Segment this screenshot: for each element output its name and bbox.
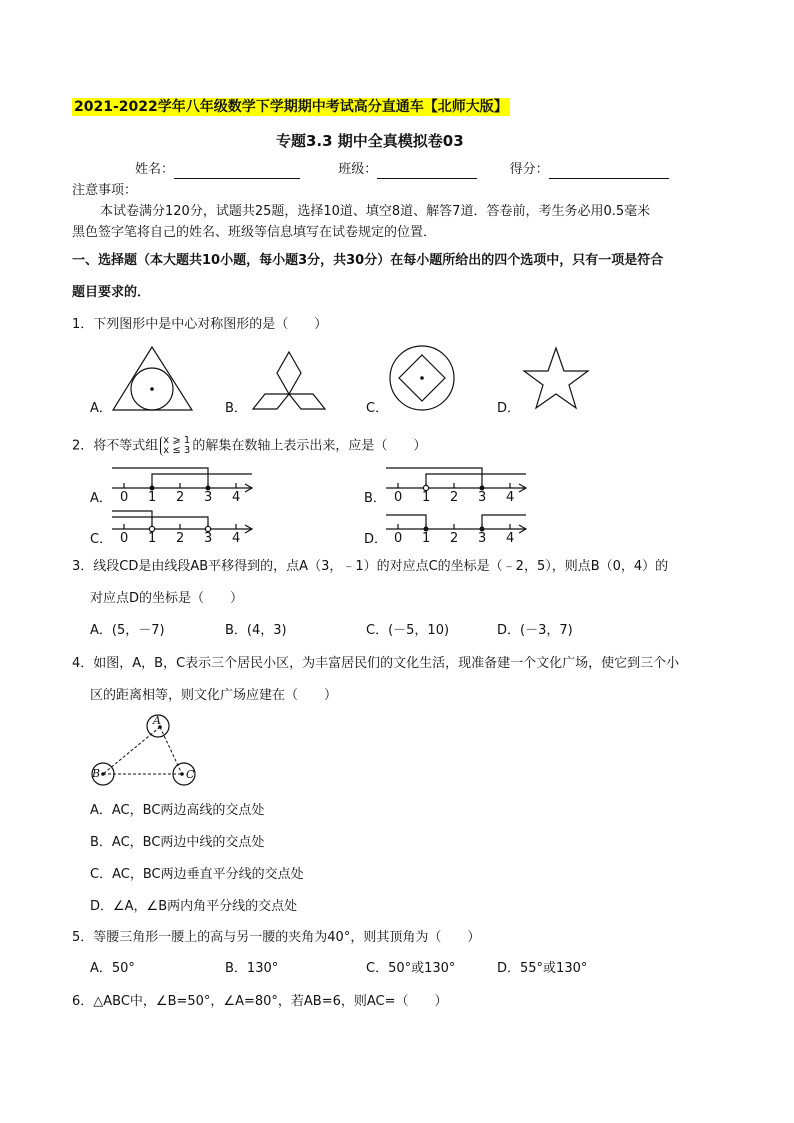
rhombus-top [277,352,301,394]
tick-label: 0 [120,490,129,505]
rhombus-right [289,394,325,409]
q1-option-d[interactable]: D． [497,401,521,416]
point-b [101,772,105,776]
star-shape [524,348,588,408]
q3-option-a[interactable]: A．(5，－7) [90,623,165,638]
tick-label: 1 [422,531,431,546]
tick-label: 4 [506,490,515,505]
tick-label: 2 [450,490,459,505]
q4-option-b[interactable]: B．AC，BC两边中线的交点处 [90,835,265,850]
ticks [398,524,510,529]
tick-label: 4 [232,490,241,505]
q1-option-c[interactable]: C． [366,401,389,416]
class-label: 班级： [338,162,378,177]
q1-figure-c [388,343,458,413]
ray-x-le-3 [386,468,482,488]
q3-stem: 3．线段CD是由线段AB平移得到的，点A（3，﹣1）的对应点C的坐标是（﹣2，5），则点B（0，4）的 [72,559,669,574]
q2-option-a[interactable]: A． [90,491,112,506]
inequality-2: x ≤ 3 [163,445,191,456]
tick-label: 3 [478,531,487,546]
q4-figure [88,713,208,793]
tick-label: 3 [204,531,213,546]
info-line [135,161,669,179]
q2-stem [72,436,426,456]
q4-option-d[interactable]: D．∠A，∠B两内角平分线的交点处 [90,899,298,914]
q5-option-a[interactable]: A．50° [90,961,135,976]
q1-option-a[interactable]: A． [90,401,112,416]
tick-label: 2 [450,531,459,546]
header-banner [72,96,510,116]
rhombus-left [253,394,289,409]
q3-option-c[interactable]: C．(－5，10) [366,623,450,638]
label-c: C [186,768,195,781]
q3-option-b[interactable]: B．(4，3) [225,623,287,638]
inequality-system [160,436,190,456]
tick-label: 4 [232,531,241,546]
ray-x-lt-3 [112,517,208,529]
segment-ac [160,727,182,774]
ray-x-ge-1 [152,474,252,488]
q4-option-a[interactable]: A．AC，BC两边高线的交点处 [90,803,265,818]
name-label: 姓名： [135,162,175,177]
label-b: B [92,767,101,780]
q2-stem-suffix: 的解集在数轴上表示出来，应是（ ） [192,438,427,454]
q2-option-d[interactable]: D． [364,532,388,547]
q4-stem-cont: 区的距离相等，则文化广场应建在（ ） [90,688,338,703]
q3-option-d[interactable]: D．(－3，7) [497,623,573,638]
ticks [124,524,236,529]
tick-label: 0 [120,531,129,546]
q2-option-b[interactable]: B． [364,491,386,506]
tick-label: 1 [422,490,431,505]
ticks [124,483,236,488]
segment-ab [103,727,160,774]
section-heading: 一、选择题（本大题共10小题，每小题3分，共30分）在每小题所给出的四个选项中，只有一项是符合 [72,253,664,268]
q1-stem: 1．下列图形中是中心对称图形的是（ ） [72,317,328,332]
notice-heading: 注意事项： [72,183,138,198]
name-field[interactable] [174,164,300,179]
q2-stem-prefix: 2．将不等式组 [72,438,159,454]
q1-figure-b [247,349,332,411]
tick-label: 4 [506,531,515,546]
ray-x-lt-1 [112,511,152,529]
q5-option-c[interactable]: C．50°或130° [366,961,456,976]
q3-stem-cont: 对应点D的坐标是（ ） [90,591,244,606]
q1-option-b[interactable]: B． [225,401,247,416]
ticks [398,483,510,488]
tick-label: 2 [176,531,185,546]
q4-option-c[interactable]: C．AC，BC两边垂直平分线的交点处 [90,867,304,882]
center-dot [420,376,424,380]
ray-x-gt-1 [426,474,526,488]
class-field[interactable] [377,164,477,179]
page-title: 专题3.3 期中全真模拟卷03 [276,132,464,150]
tick-label: 1 [148,531,157,546]
q1-figure-d [521,346,591,410]
score-field[interactable] [549,164,669,179]
score-label: 得分： [509,162,549,177]
tick-label: 0 [394,490,403,505]
point-c [180,772,184,776]
center-dot [150,387,154,391]
triangle-shape [113,347,192,410]
tick-label: 3 [204,490,213,505]
section-heading-cont: 题目要求的． [72,285,151,300]
notice-line-1: 本试卷满分120分，试题共25题，选择10道、填空8道、解答7道．答卷前，考生务必用0.5毫米 [100,204,651,219]
q2-option-c[interactable]: C． [90,532,113,547]
ray-x-ge-3 [482,515,526,529]
banner-text: 2021-2022学年八年级数学下学期期中考试高分直通车【北师大版】 [74,99,508,115]
tick-label: 0 [394,531,403,546]
tick-label: 2 [176,490,185,505]
ray-x-le-1 [386,515,426,529]
q4-stem: 4．如图，A，B，C表示三个居民小区，为丰富居民们的文化生活，现准备建一个文化广场，使它到三个小 [72,656,680,671]
q6-stem: 6．△ABC中，∠B=50°，∠A=80°，若AB=6，则AC=（ ） [72,994,448,1009]
inequality-1: x ⩾ 1 [163,435,191,446]
q5-option-b[interactable]: B．130° [225,961,279,976]
notice-line-2: 黑色签字笔将自己的姓名、班级等信息填写在试卷规定的位置． [72,225,437,240]
q5-stem: 5．等腰三角形一腰上的高与另一腰的夹角为40°，则其顶角为（ ） [72,930,481,945]
tick-label: 3 [478,490,487,505]
ray-x-le-3 [112,468,208,488]
q5-option-d[interactable]: D．55°或130° [497,961,588,976]
label-a: A [153,714,161,727]
q1-figure-a [110,344,195,414]
tick-label: 1 [148,490,157,505]
